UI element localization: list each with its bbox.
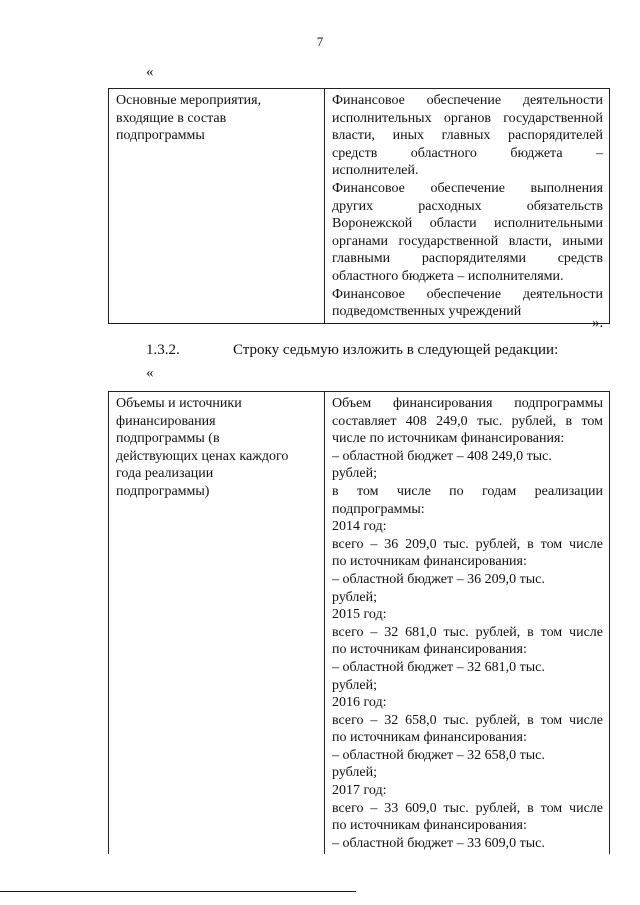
text-line: Воронежской области исполнительными: [332, 216, 603, 232]
text-line: средств областного бюджета –: [332, 145, 603, 161]
clause-number: 1.3.2.: [146, 342, 180, 358]
text-line: рублей;: [332, 466, 377, 482]
text-line: подпрограммы (в: [116, 431, 220, 447]
text-line: в том числе по годам реализации: [332, 483, 603, 499]
text-line: рублей;: [332, 677, 377, 693]
text-line: Объем финансирования подпрограммы: [332, 396, 603, 411]
text-line: подведомственных учреждений: [332, 304, 522, 320]
text-line: – областной бюджет – 408 249,0 тыс.: [332, 448, 552, 464]
text-line: 2016 год:: [332, 695, 387, 711]
text-line: Финансовое обеспечение выполнения: [332, 180, 603, 196]
text-line: власти, иных главных распорядителей: [332, 128, 603, 144]
text-line: всего – 32 658,0 тыс. рублей, в том числе: [332, 712, 603, 728]
opening-quote-mark: «: [146, 365, 154, 381]
closing-quote-mark: ».: [592, 315, 604, 331]
text-line: по источникам финансирования:: [332, 554, 527, 570]
page-number: 7: [316, 34, 324, 49]
instruction-text: Строку седьмую изложить в следующей редакции:: [233, 342, 559, 358]
text-line: по источникам финансирования:: [332, 818, 527, 834]
text-line: составляет 408 249,0 тыс. рублей, в том: [332, 413, 603, 429]
financing-volumes-table: [108, 391, 610, 854]
text-line: рублей;: [332, 589, 377, 605]
opening-quote-mark: «: [146, 64, 154, 80]
text-line: Объемы и источники: [116, 396, 242, 411]
text-line: – областной бюджет – 32 658,0 тыс.: [332, 747, 545, 763]
text-line: Основные мероприятия,: [116, 93, 262, 108]
text-line: 2015 год:: [332, 607, 387, 623]
text-line: областного бюджета – исполнителями.: [332, 268, 564, 284]
text-line: по источникам финансирования:: [332, 642, 527, 658]
text-line: исполнительных органов государственной: [332, 110, 603, 126]
text-line: действующих ценах каждого: [116, 448, 289, 464]
text-line: подпрограммы): [116, 483, 210, 499]
text-line: входящие в состав: [116, 110, 227, 126]
text-line: – областной бюджет – 36 209,0 тыс.: [332, 571, 545, 587]
text-line: – областной бюджет – 32 681,0 тыс.: [332, 659, 545, 675]
text-line: 2014 год:: [332, 519, 387, 535]
text-line: по источникам финансирования:: [332, 730, 527, 746]
text-line: главными распорядителями средств: [332, 251, 603, 267]
text-line: всего – 33 609,0 тыс. рублей, в том числе: [332, 800, 603, 816]
text-line: финансирования: [116, 413, 216, 429]
amendment-instruction: [146, 342, 558, 359]
text-line: – областной бюджет – 33 609,0 тыс.: [332, 835, 545, 851]
table-row: [109, 89, 610, 324]
row-label-cell: [109, 89, 325, 324]
text-line: исполнителей.: [332, 163, 419, 179]
table-row: [109, 392, 610, 855]
row-content-cell: [325, 89, 610, 324]
footer-divider: [0, 891, 356, 892]
text-line: подпрограммы: [116, 128, 205, 144]
text-line: подпрограммы:: [332, 501, 425, 517]
text-line: органами государственной власти, иными: [332, 233, 603, 249]
text-line: Финансовое обеспечение деятельности: [332, 93, 603, 108]
text-line: числе по источникам финансирования:: [332, 431, 565, 447]
text-line: всего – 36 209,0 тыс. рублей, в том числе: [332, 536, 603, 552]
row-content-cell: [325, 392, 610, 855]
text-line: всего – 32 681,0 тыс. рублей, в том числе: [332, 624, 603, 640]
text-line: года реализации: [116, 466, 214, 482]
text-line: других расходных обязательств: [332, 198, 603, 214]
text-line: 2017 год:: [332, 783, 387, 799]
text-line: Финансовое обеспечение деятельности: [332, 286, 603, 302]
subprogram-events-table: [108, 88, 610, 324]
row-label-cell: [109, 392, 325, 855]
text-line: рублей;: [332, 765, 377, 781]
